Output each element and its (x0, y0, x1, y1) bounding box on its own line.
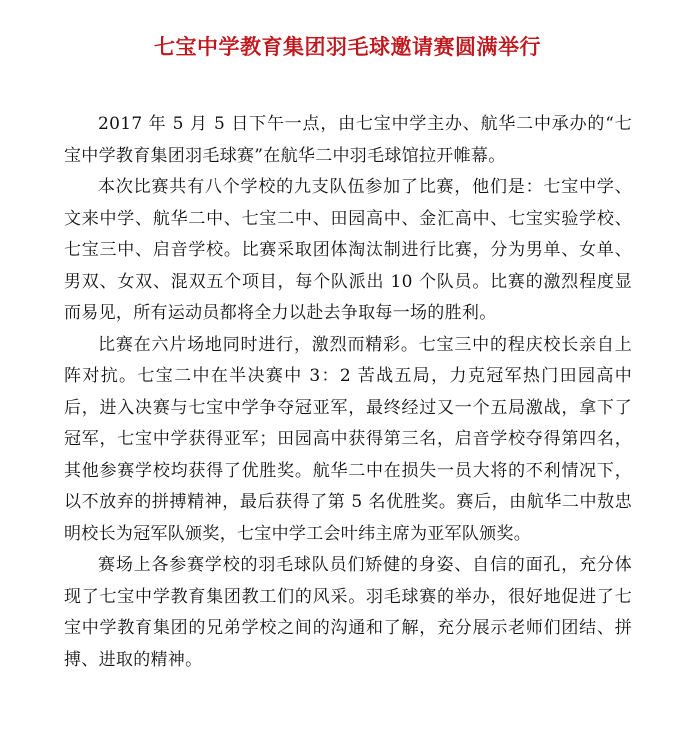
paragraph-closing: 赛场上各参赛学校的羽毛球队员们矫健的身姿、自信的面孔，充分体现了七宝中学教育集团教工们的风采。羽毛球赛的举办，很好地促进了七宝中学教育集团的兄弟学校之间的沟通和了解，充分展示老师们团结、拼搏、进取的精神。 (64, 555, 632, 670)
article-body (64, 109, 632, 676)
article-title: 七宝中学教育集团羽毛球邀请赛圆满举行 (154, 34, 541, 59)
paragraph-opening: 2017 年 5 月 5 日下午一点，由七宝中学主办、航华二中承办的“七宝中学教育集团羽毛球赛”在航华二中羽毛球馆拉开帷幕。 (64, 114, 632, 166)
paragraph-results: 比赛在六片场地同时进行，激烈而精彩。七宝三中的程庆校长亲自上阵对抗。七宝二中在半决赛中 3：2 苦战五局，力克冠军热门田园高中后，进入决赛与七宝中学争夺冠亚军，最终经过又一个五局激战，拿下了冠军，七宝中学获得亚军；田园高中获得第三名，启音学校夺得第四名，其他参赛学校均获得了优胜奖。航华二中在损失一员大将的不利情况下，以不放弃的拼搏精神，最后获得了第 5 名优胜奖。赛后，由航华二中敖忠明校长为冠军队颁奖，七宝中学工会叶纬主席为亚军队颁奖。 (64, 334, 632, 544)
paragraph-participants: 本次比赛共有八个学校的九支队伍参加了比赛，他们是：七宝中学、文来中学、航华二中、七宝二中、田园高中、金汇高中、七宝实验学校、七宝三中、启音学校。比赛采取团体淘汰制进行比赛，分为男单、女单、男双、女双、混双五个项目，每个队派出 10 个队员。比赛的激烈程度显而易见，所有运动员都将全力以赴去争取每一场的胜利。 (64, 177, 632, 323)
